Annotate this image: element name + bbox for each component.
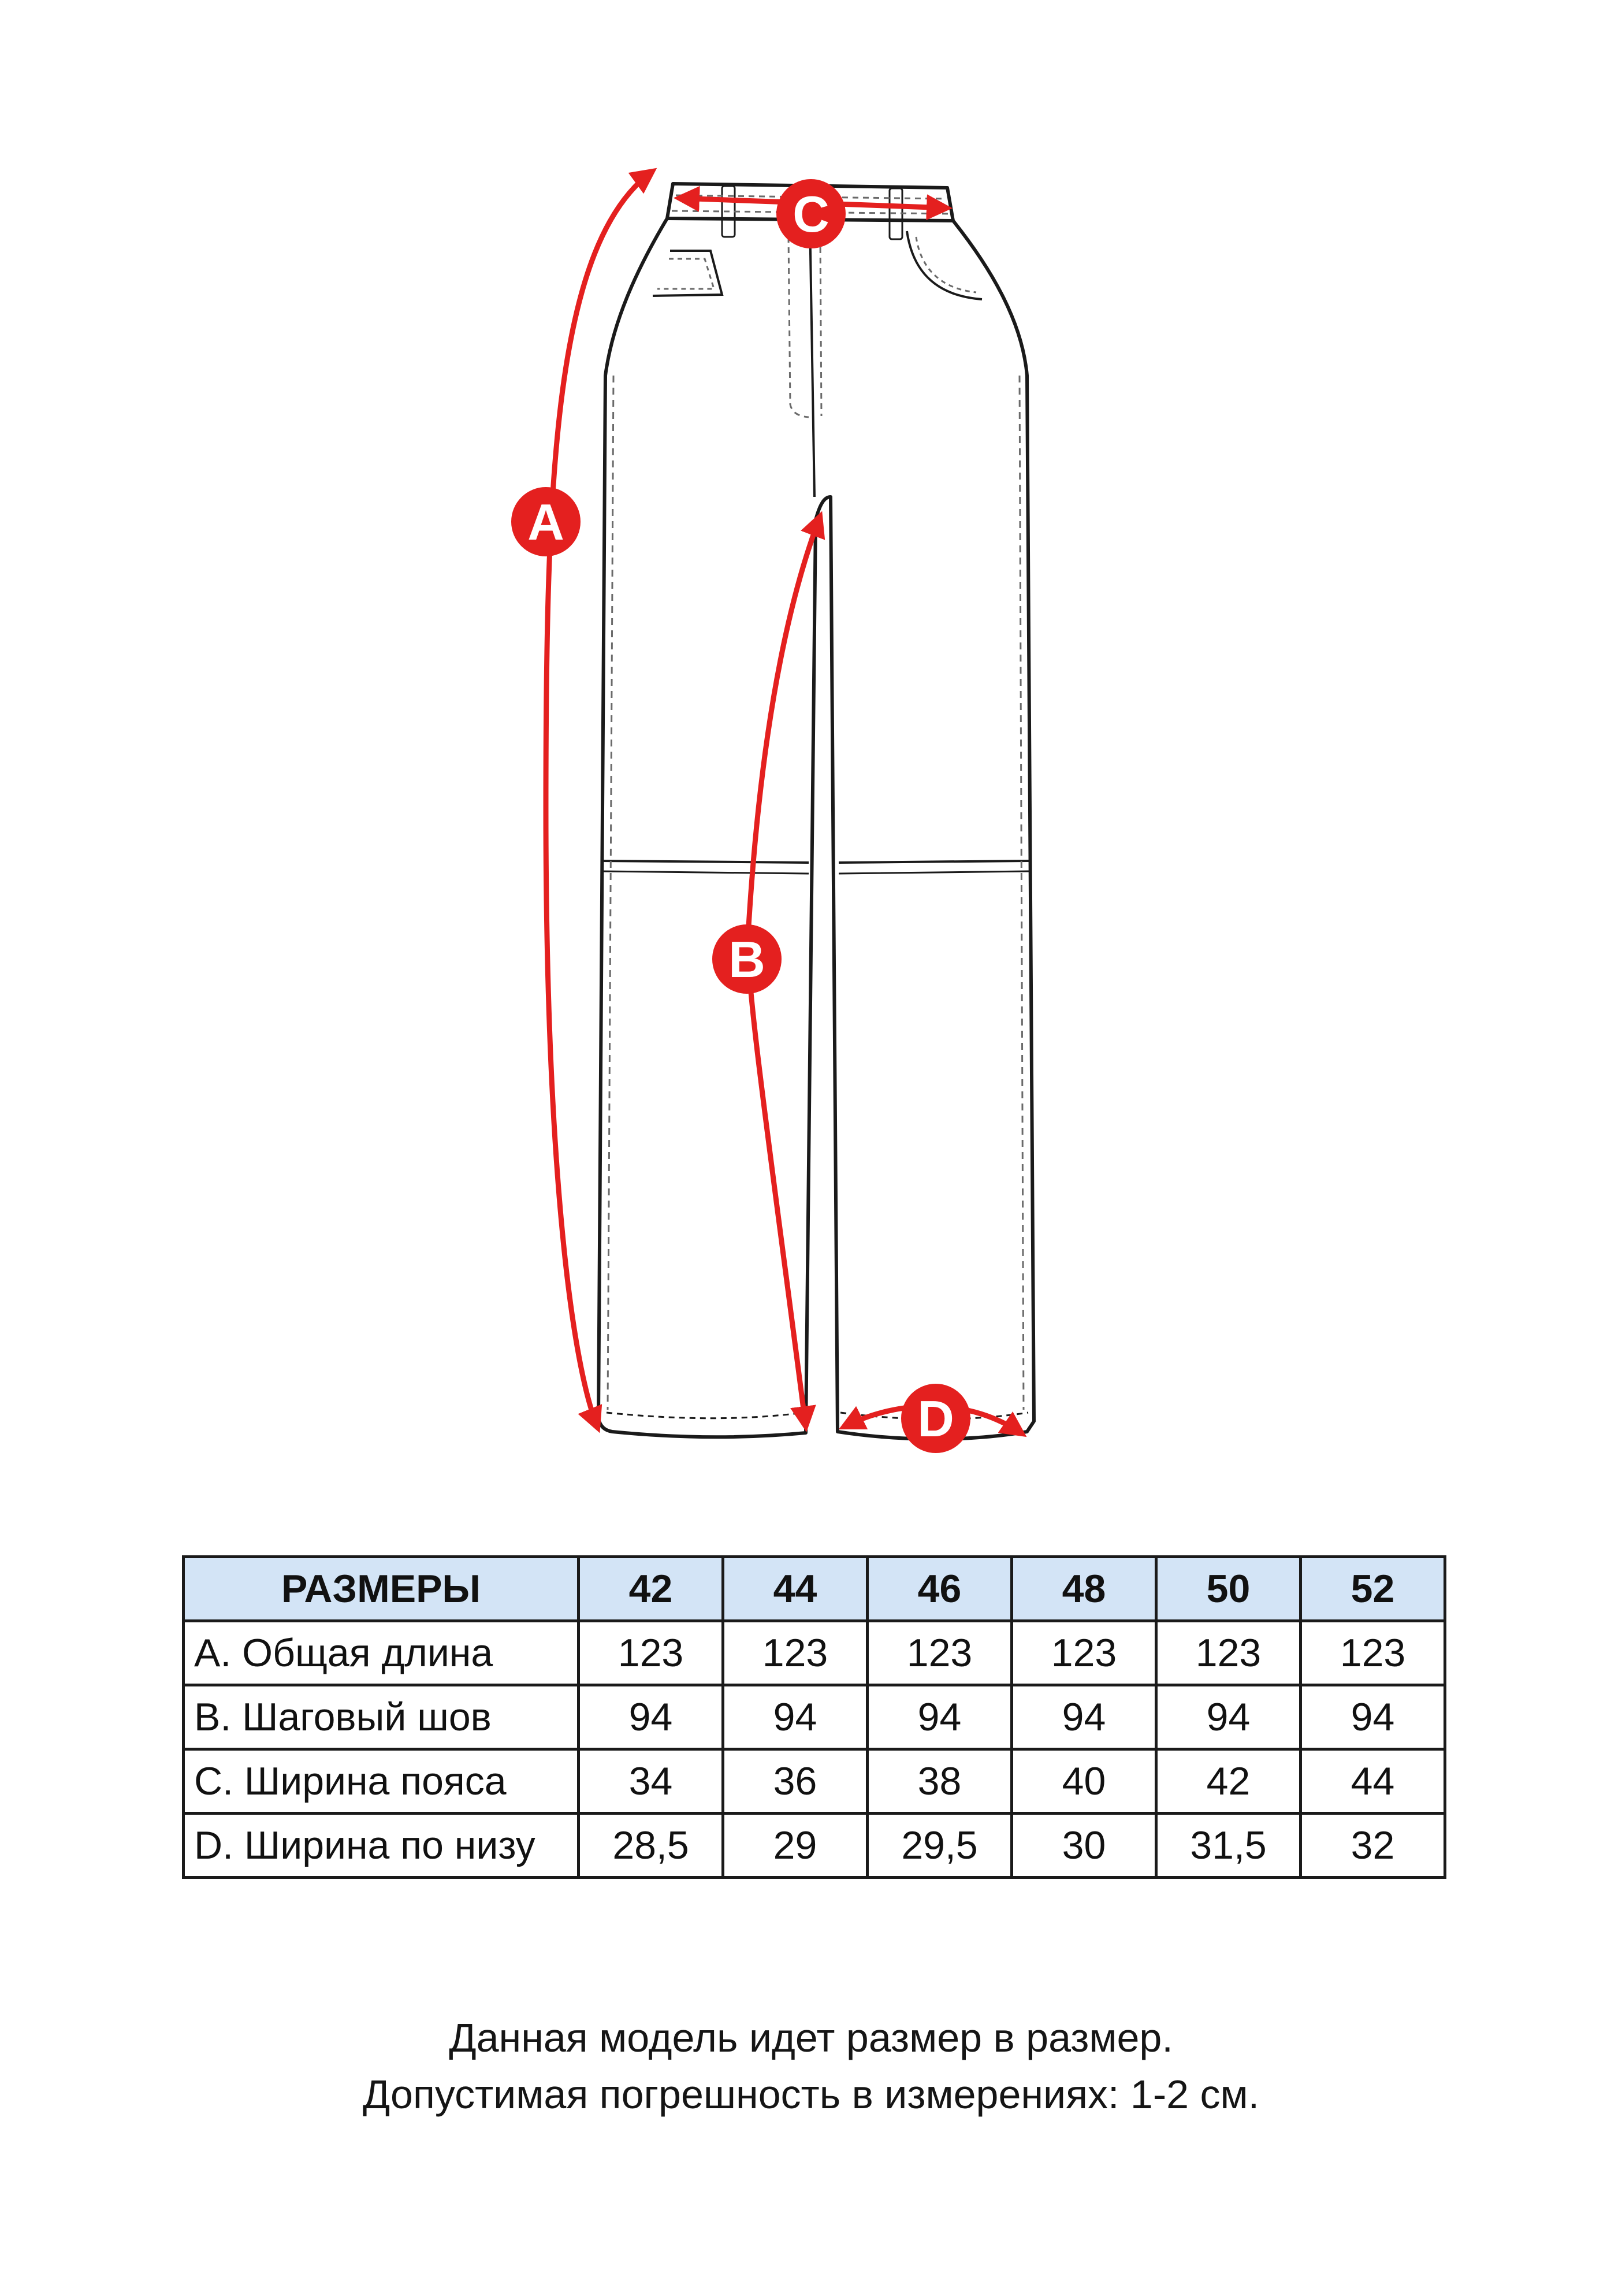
note-line-1: Данная модель идет размер в размер. <box>449 2015 1173 2060</box>
table-cell: 38 <box>868 1749 1012 1814</box>
table-cell: 44 <box>1301 1749 1445 1814</box>
table-cell: 123 <box>1301 1621 1445 1685</box>
table-row <box>184 1749 1445 1814</box>
table-cell: 32 <box>1301 1814 1445 1878</box>
size-header-cell: 52 <box>1301 1557 1445 1621</box>
size-header-cell: 44 <box>723 1557 868 1621</box>
size-header-cell: 50 <box>1156 1557 1301 1621</box>
table-cell: 28,5 <box>579 1814 723 1878</box>
sizes-header-label: РАЗМЕРЫ <box>184 1557 579 1621</box>
table-cell: 123 <box>1012 1621 1156 1685</box>
table-cell: 94 <box>1156 1685 1301 1749</box>
size-header-cell: 42 <box>579 1557 723 1621</box>
table-row <box>184 1685 1445 1749</box>
table-cell: 29 <box>723 1814 868 1878</box>
size-header-cell: 48 <box>1012 1557 1156 1621</box>
size-header-row <box>184 1557 1445 1621</box>
svg-text:C: C <box>793 185 829 243</box>
table-cell: 34 <box>579 1749 723 1814</box>
table-cell: 29,5 <box>868 1814 1012 1878</box>
table-cell: 36 <box>723 1749 868 1814</box>
table-cell: 123 <box>868 1621 1012 1685</box>
table-cell: 94 <box>1301 1685 1445 1749</box>
trouser-silhouette <box>598 218 1034 1439</box>
table-cell: 40 <box>1012 1749 1156 1814</box>
table-row <box>184 1814 1445 1878</box>
svg-text:A: A <box>527 493 564 551</box>
table-cell: 30 <box>1012 1814 1156 1878</box>
fly-stitching <box>788 237 809 417</box>
knee-seam <box>601 861 1030 863</box>
label-d <box>901 1384 970 1453</box>
table-row <box>184 1621 1445 1685</box>
table-cell: 123 <box>579 1621 723 1685</box>
table-cell: 123 <box>1156 1621 1301 1685</box>
row-label-hem-width: D. Ширина по низу <box>184 1814 579 1878</box>
table-cell: 94 <box>868 1685 1012 1749</box>
knee-seam-2 <box>601 871 1030 874</box>
table-cell: 123 <box>723 1621 868 1685</box>
row-label-waist-width: C. Ширина пояса <box>184 1749 579 1814</box>
label-b <box>712 924 782 994</box>
table-cell: 94 <box>723 1685 868 1749</box>
table-cell: 94 <box>1012 1685 1156 1749</box>
size-table <box>182 1555 1446 1879</box>
size-header-cell: 46 <box>868 1557 1012 1621</box>
label-a <box>511 487 581 556</box>
fit-notes <box>0 2009 1622 2123</box>
fly-seam <box>810 218 814 497</box>
trousers-details <box>608 186 1024 1410</box>
svg-text:D: D <box>917 1390 954 1447</box>
row-label-total-length: A. Общая длина <box>184 1621 579 1685</box>
svg-text:B: B <box>728 931 765 988</box>
trousers-outline <box>598 184 1034 1439</box>
label-c <box>776 179 846 248</box>
table-cell: 42 <box>1156 1749 1301 1814</box>
table-cell: 31,5 <box>1156 1814 1301 1878</box>
note-line-2: Допустимая погрешность в измерениях: 1-2 см. <box>362 2072 1260 2117</box>
table-cell: 94 <box>579 1685 723 1749</box>
row-label-inseam: B. Шаговый шов <box>184 1685 579 1749</box>
